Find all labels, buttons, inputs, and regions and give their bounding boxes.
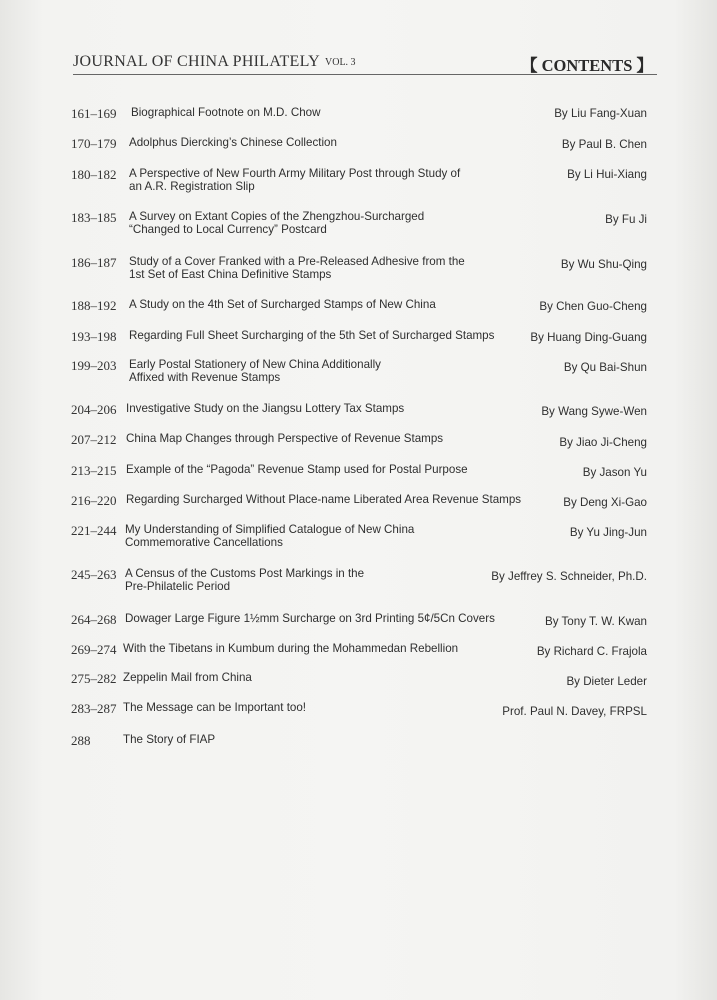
page-range: 170–179 bbox=[71, 136, 117, 151]
article-title: China Map Changes through Perspective of Revenue Stamps bbox=[126, 432, 444, 445]
article-title: A Survey on Extant Copies of the Zhengzhou-Surcharged “Changed to Local Currency” Postcard bbox=[129, 210, 425, 236]
article-title: The Story of FIAP bbox=[123, 733, 216, 746]
page-range: 188–192 bbox=[71, 298, 117, 313]
article-title: With the Tibetans in Kumbum during the Mohammedan Rebellion bbox=[123, 642, 459, 655]
article-author: Prof. Paul N. Davey, FRPSL bbox=[502, 705, 647, 718]
article-author: By Qu Bai-Shun bbox=[563, 361, 647, 374]
article-author: By Huang Ding-Guang bbox=[530, 331, 647, 344]
page-range: 180–182 bbox=[71, 167, 117, 182]
article-author: By Fu Ji bbox=[605, 213, 647, 226]
volume-label: VOL. 3 bbox=[325, 57, 356, 68]
article-title: Study of a Cover Franked with a Pre-Released Adhesive from the 1st Set of East China Definitive Stamps bbox=[129, 255, 465, 281]
contents-heading: 【 CONTENTS 】 bbox=[520, 56, 653, 75]
article-title: Example of the “Pagoda” Revenue Stamp used for Postal Purpose bbox=[126, 463, 468, 476]
page-range: 221–244 bbox=[71, 523, 117, 538]
article-author: By Chen Guo-Cheng bbox=[539, 300, 647, 313]
page-range: 216–220 bbox=[71, 493, 117, 508]
page-range: 193–198 bbox=[71, 329, 117, 344]
page-range: 186–187 bbox=[71, 255, 117, 270]
article-title: Dowager Large Figure 1½mm Surcharge on 3rd Printing 5¢/5Cn Covers bbox=[125, 612, 495, 625]
article-title: Regarding Surcharged Without Place-name Liberated Area Revenue Stamps bbox=[126, 493, 522, 506]
page-range: 204–206 bbox=[71, 402, 117, 417]
article-title: The Message can be Important too! bbox=[123, 701, 307, 714]
page-range: 245–263 bbox=[71, 567, 117, 582]
page-range: 183–185 bbox=[71, 210, 117, 225]
page-range: 161–169 bbox=[71, 106, 117, 121]
article-author: By Paul B. Chen bbox=[561, 138, 647, 151]
page-range: 283–287 bbox=[71, 701, 117, 716]
article-author: By Tony T. W. Kwan bbox=[544, 615, 647, 628]
page-range: 275–282 bbox=[71, 671, 117, 686]
page-range: 213–215 bbox=[71, 463, 117, 478]
article-title: Early Postal Stationery of New China Additionally Affixed with Revenue Stamps bbox=[129, 358, 381, 384]
page-range: 207–212 bbox=[71, 432, 117, 447]
article-title: My Understanding of Simplified Catalogue of New China Commemorative Cancellations bbox=[125, 523, 415, 549]
article-author: By Li Hui-Xiang bbox=[567, 168, 647, 181]
article-title: Adolphus Diercking’s Chinese Collection bbox=[129, 136, 337, 149]
article-author: By Dieter Leder bbox=[566, 675, 647, 688]
page-range: 199–203 bbox=[71, 358, 117, 373]
article-title: Investigative Study on the Jiangsu Lottery Tax Stamps bbox=[126, 402, 405, 415]
article-title: Zeppelin Mail from China bbox=[123, 671, 252, 684]
article-author: By Jiao Ji-Cheng bbox=[559, 436, 647, 449]
article-title: A Study on the 4th Set of Surcharged Stamps of New China bbox=[129, 298, 436, 311]
article-author: By Richard C. Frajola bbox=[536, 645, 647, 658]
article-title: A Perspective of New Fourth Army Military Post through Study of an A.R. Registration Slip bbox=[129, 167, 461, 193]
article-author: By Yu Jing-Jun bbox=[569, 526, 647, 539]
article-author: By Jason Yu bbox=[582, 466, 647, 479]
article-author: By Deng Xi-Gao bbox=[563, 496, 647, 509]
article-title: A Census of the Customs Post Markings in the Pre-Philatelic Period bbox=[125, 567, 365, 593]
article-author: By Wu Shu-Qing bbox=[560, 258, 647, 271]
page-range: 264–268 bbox=[71, 612, 117, 627]
article-author: By Liu Fang-Xuan bbox=[554, 107, 647, 120]
article-title: Biographical Footnote on M.D. Chow bbox=[131, 106, 321, 119]
journal-title: JOURNAL OF CHINA PHILATELY bbox=[73, 53, 320, 70]
article-author: By Wang Sywe-Wen bbox=[541, 405, 647, 418]
page-range: 288 bbox=[71, 733, 91, 748]
page-range: 269–274 bbox=[71, 642, 117, 657]
article-title: Regarding Full Sheet Surcharging of the 5th Set of Surcharged Stamps bbox=[129, 329, 495, 342]
article-author: By Jeffrey S. Schneider, Ph.D. bbox=[491, 570, 647, 583]
